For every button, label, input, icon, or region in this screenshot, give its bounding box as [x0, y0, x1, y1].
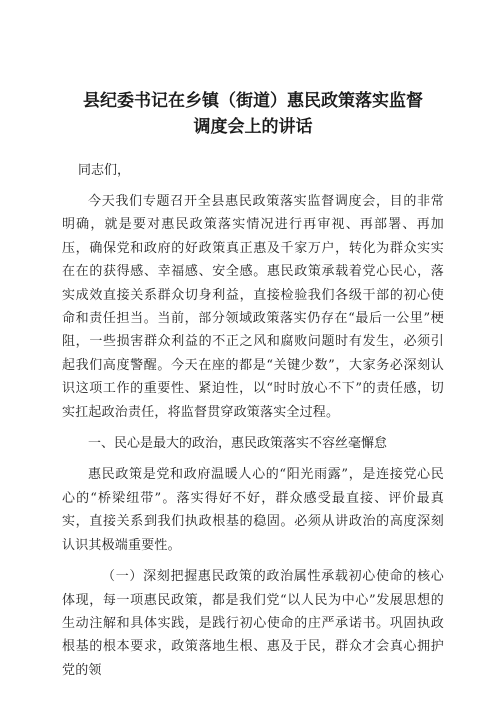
- salutation: 同志们，: [78, 163, 131, 178]
- document-title: [62, 88, 444, 140]
- title-line-1: 县纪委书记在乡镇（街道）惠民政策落实监督: [83, 91, 423, 111]
- title-line-2: 调度会上的讲话: [193, 117, 313, 137]
- body-paragraph-2: 惠民政策是党和政府温暖人心的“阳光雨露”，是连接党心民心的“桥梁纽带”。落实得好不好，群众感受最直接、评价最真实，直接关系到我们执政根基的稳固。必须从讲政治的高度深刻认识其极端重要性。: [62, 467, 444, 553]
- subsection-paragraph-1: （一）深刻把握惠民政策的政治属性承载初心使命的核心体现，每一项惠民政策，都是我们党“以人民为中心”发展思想的生动注解和具体实践，是践行初心使命的庄严承诺书。巩固执政根基的根本要求，政策落地生根、惠及于民，群众才会真心拥护党的领: [62, 569, 444, 678]
- body-paragraph-1: 今天我们专题召开全县惠民政策落实监督调度会，目的非常明确，就是要对惠民政策落实情况进行再审视、再部署、再加压，确保党和政府的好政策真正惠及千家万户，转化为群众实实在在的获得感、幸福感、安全感。惠民政策承载着党心民心，落实成效直接关系群众切身利益，直接检验我们各级干部的初心使命和责任担当。当前，部分领域政策落实仍存在“最后一公里”梗阻，一些损害群众利益的不正之风和腐败问题时有发生，必须引起我们高度警醒。今天在座的都是“关键少数”，大家务必深刻认识这项工作的重要性、紧迫性，以“时时放心不下”的责任感，切实扛起政治责任，将监督贯穿政策落实全过程。: [62, 194, 444, 420]
- section-heading-1: 一、民心是最大的政治，惠民政策落实不容丝毫懈怠: [88, 436, 388, 452]
